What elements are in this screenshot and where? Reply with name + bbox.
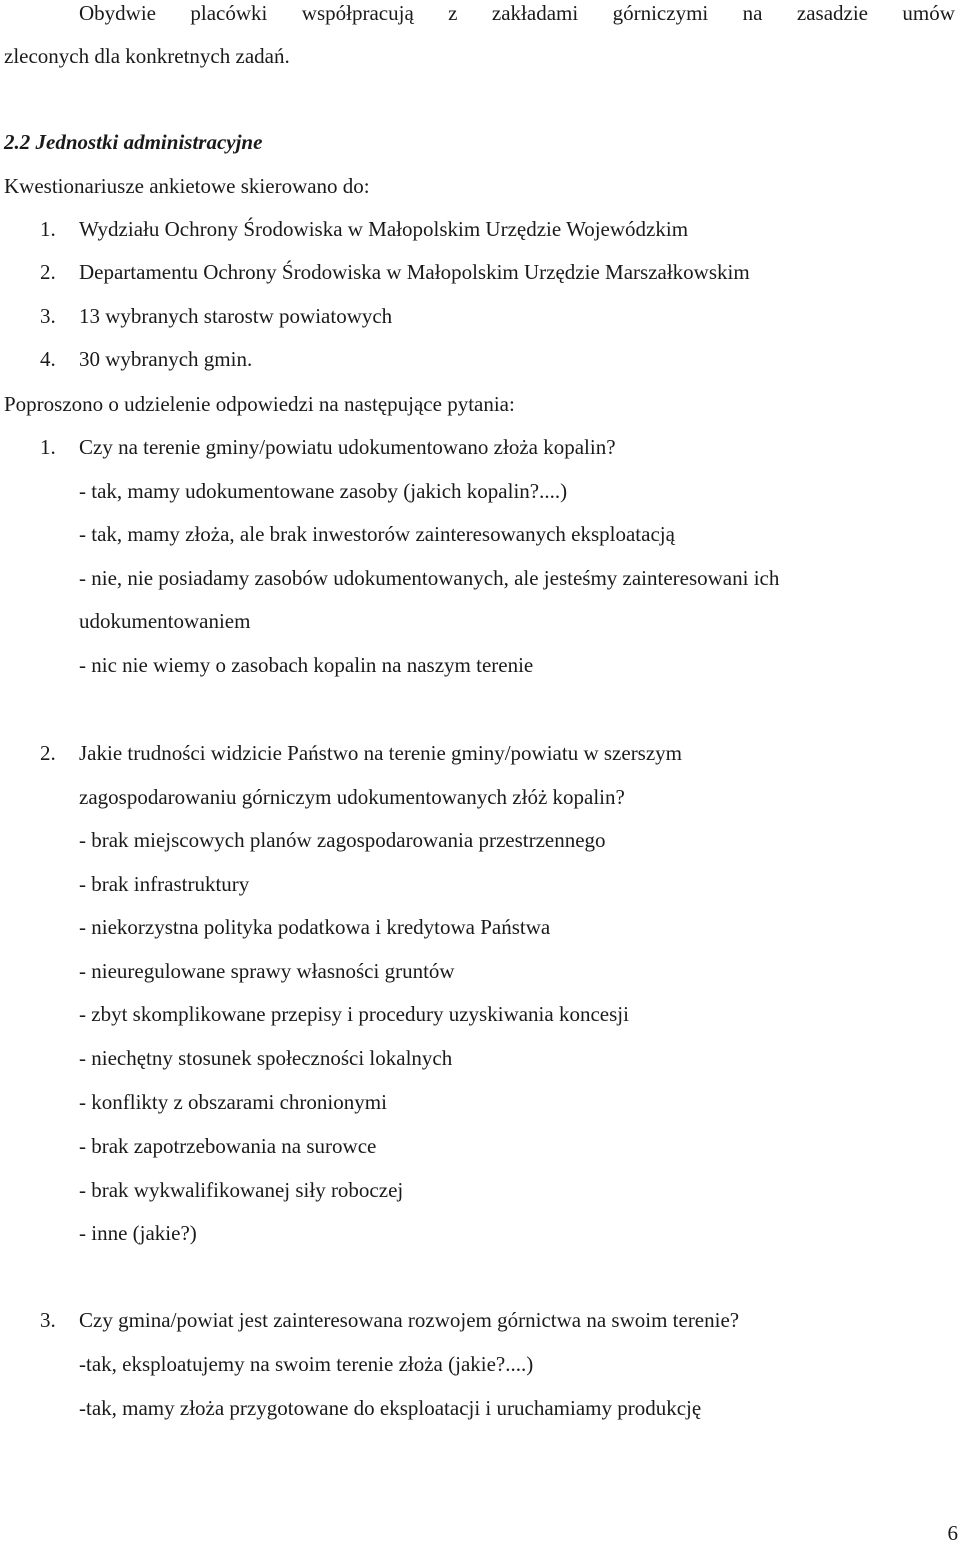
answer-option: -tak, eksploatujemy na swoim terenie złoża (jakie?....) xyxy=(79,1352,534,1376)
question-number: 3. xyxy=(40,1308,56,1332)
answer-option: - nie, nie posiadamy zasobów udokumentowanych, ale jesteśmy zainteresowani ich xyxy=(79,566,780,590)
intro-word: Obydwie xyxy=(79,1,156,25)
intro-word: umów xyxy=(902,1,955,25)
answer-option: - nic nie wiemy o zasobach kopalin na naszym terenie xyxy=(79,653,534,677)
page-number: 6 xyxy=(947,1521,958,1545)
answer-option: - tak, mamy udokumentowane zasoby (jakich kopalin?....) xyxy=(79,479,568,503)
answer-option: - niekorzystna polityka podatkowa i kredytowa Państwa xyxy=(79,915,551,939)
questions-lead: Poproszono o udzielenie odpowiedzi na następujące pytania: xyxy=(4,392,515,416)
list-text: 30 wybranych gmin. xyxy=(79,347,253,371)
answer-option: - brak wykwalifikowanej siły roboczej xyxy=(79,1178,404,1202)
answer-option: - inne (jakie?) xyxy=(79,1221,197,1245)
answer-option: - tak, mamy złoża, ale brak inwestorów zainteresowanych eksploatacją xyxy=(79,522,675,546)
intro-word: zakładami xyxy=(491,1,579,25)
answer-option: - brak infrastruktury xyxy=(79,872,250,896)
answer-option: - brak miejscowych planów zagospodarowania przestrzennego xyxy=(79,828,606,852)
intro-word: na xyxy=(742,1,763,25)
list-text: Wydziału Ochrony Środowiska w Małopolskim Urzędzie Wojewódzkim xyxy=(79,217,689,241)
question-text: Jakie trudności widzicie Państwo na terenie gminy/powiatu w szerszym xyxy=(79,741,683,765)
question-text: Czy na terenie gminy/powiatu udokumentowano złoża kopalin? xyxy=(79,435,616,459)
section-heading: 2.2 Jednostki administracyjne xyxy=(4,130,263,154)
list-number: 4. xyxy=(40,347,56,371)
list-number: 1. xyxy=(40,217,56,241)
answer-option: udokumentowaniem xyxy=(79,609,251,633)
answer-option: -tak, mamy złoża przygotowane do eksploatacji i uruchamiamy produkcję xyxy=(79,1396,702,1420)
intro-word: placówki xyxy=(190,1,268,25)
list-text: Departamentu Ochrony Środowiska w Małopolskim Urzędzie Marszałkowskim xyxy=(79,260,750,284)
intro-line-2: zleconych dla konkretnych zadań. xyxy=(4,44,290,68)
list-text: 13 wybranych starostw powiatowych xyxy=(79,304,393,328)
answer-option: - nieuregulowane sprawy własności gruntów xyxy=(79,959,455,983)
section-lead: Kwestionariusze ankietowe skierowano do: xyxy=(4,174,370,198)
intro-word: górniczymi xyxy=(612,1,709,25)
answer-option: - konflikty z obszarami chronionymi xyxy=(79,1090,387,1114)
question-number: 1. xyxy=(40,435,56,459)
question-text-continued: zagospodarowaniu górniczym udokumentowanych złóż kopalin? xyxy=(79,785,625,809)
question-text: Czy gmina/powiat jest zainteresowana rozwojem górnictwa na swoim terenie? xyxy=(79,1308,740,1332)
list-number: 2. xyxy=(40,260,56,284)
list-number: 3. xyxy=(40,304,56,328)
intro-word: z xyxy=(448,1,458,25)
intro-word: współpracują xyxy=(301,1,414,25)
intro-line-1 xyxy=(79,0,955,26)
answer-option: - niechętny stosunek społeczności lokalnych xyxy=(79,1046,453,1070)
answer-option: - brak zapotrzebowania na surowce xyxy=(79,1134,377,1158)
answer-option: - zbyt skomplikowane przepisy i procedury uzyskiwania koncesji xyxy=(79,1002,629,1026)
intro-word: zasadzie xyxy=(796,1,869,25)
question-number: 2. xyxy=(40,741,56,765)
